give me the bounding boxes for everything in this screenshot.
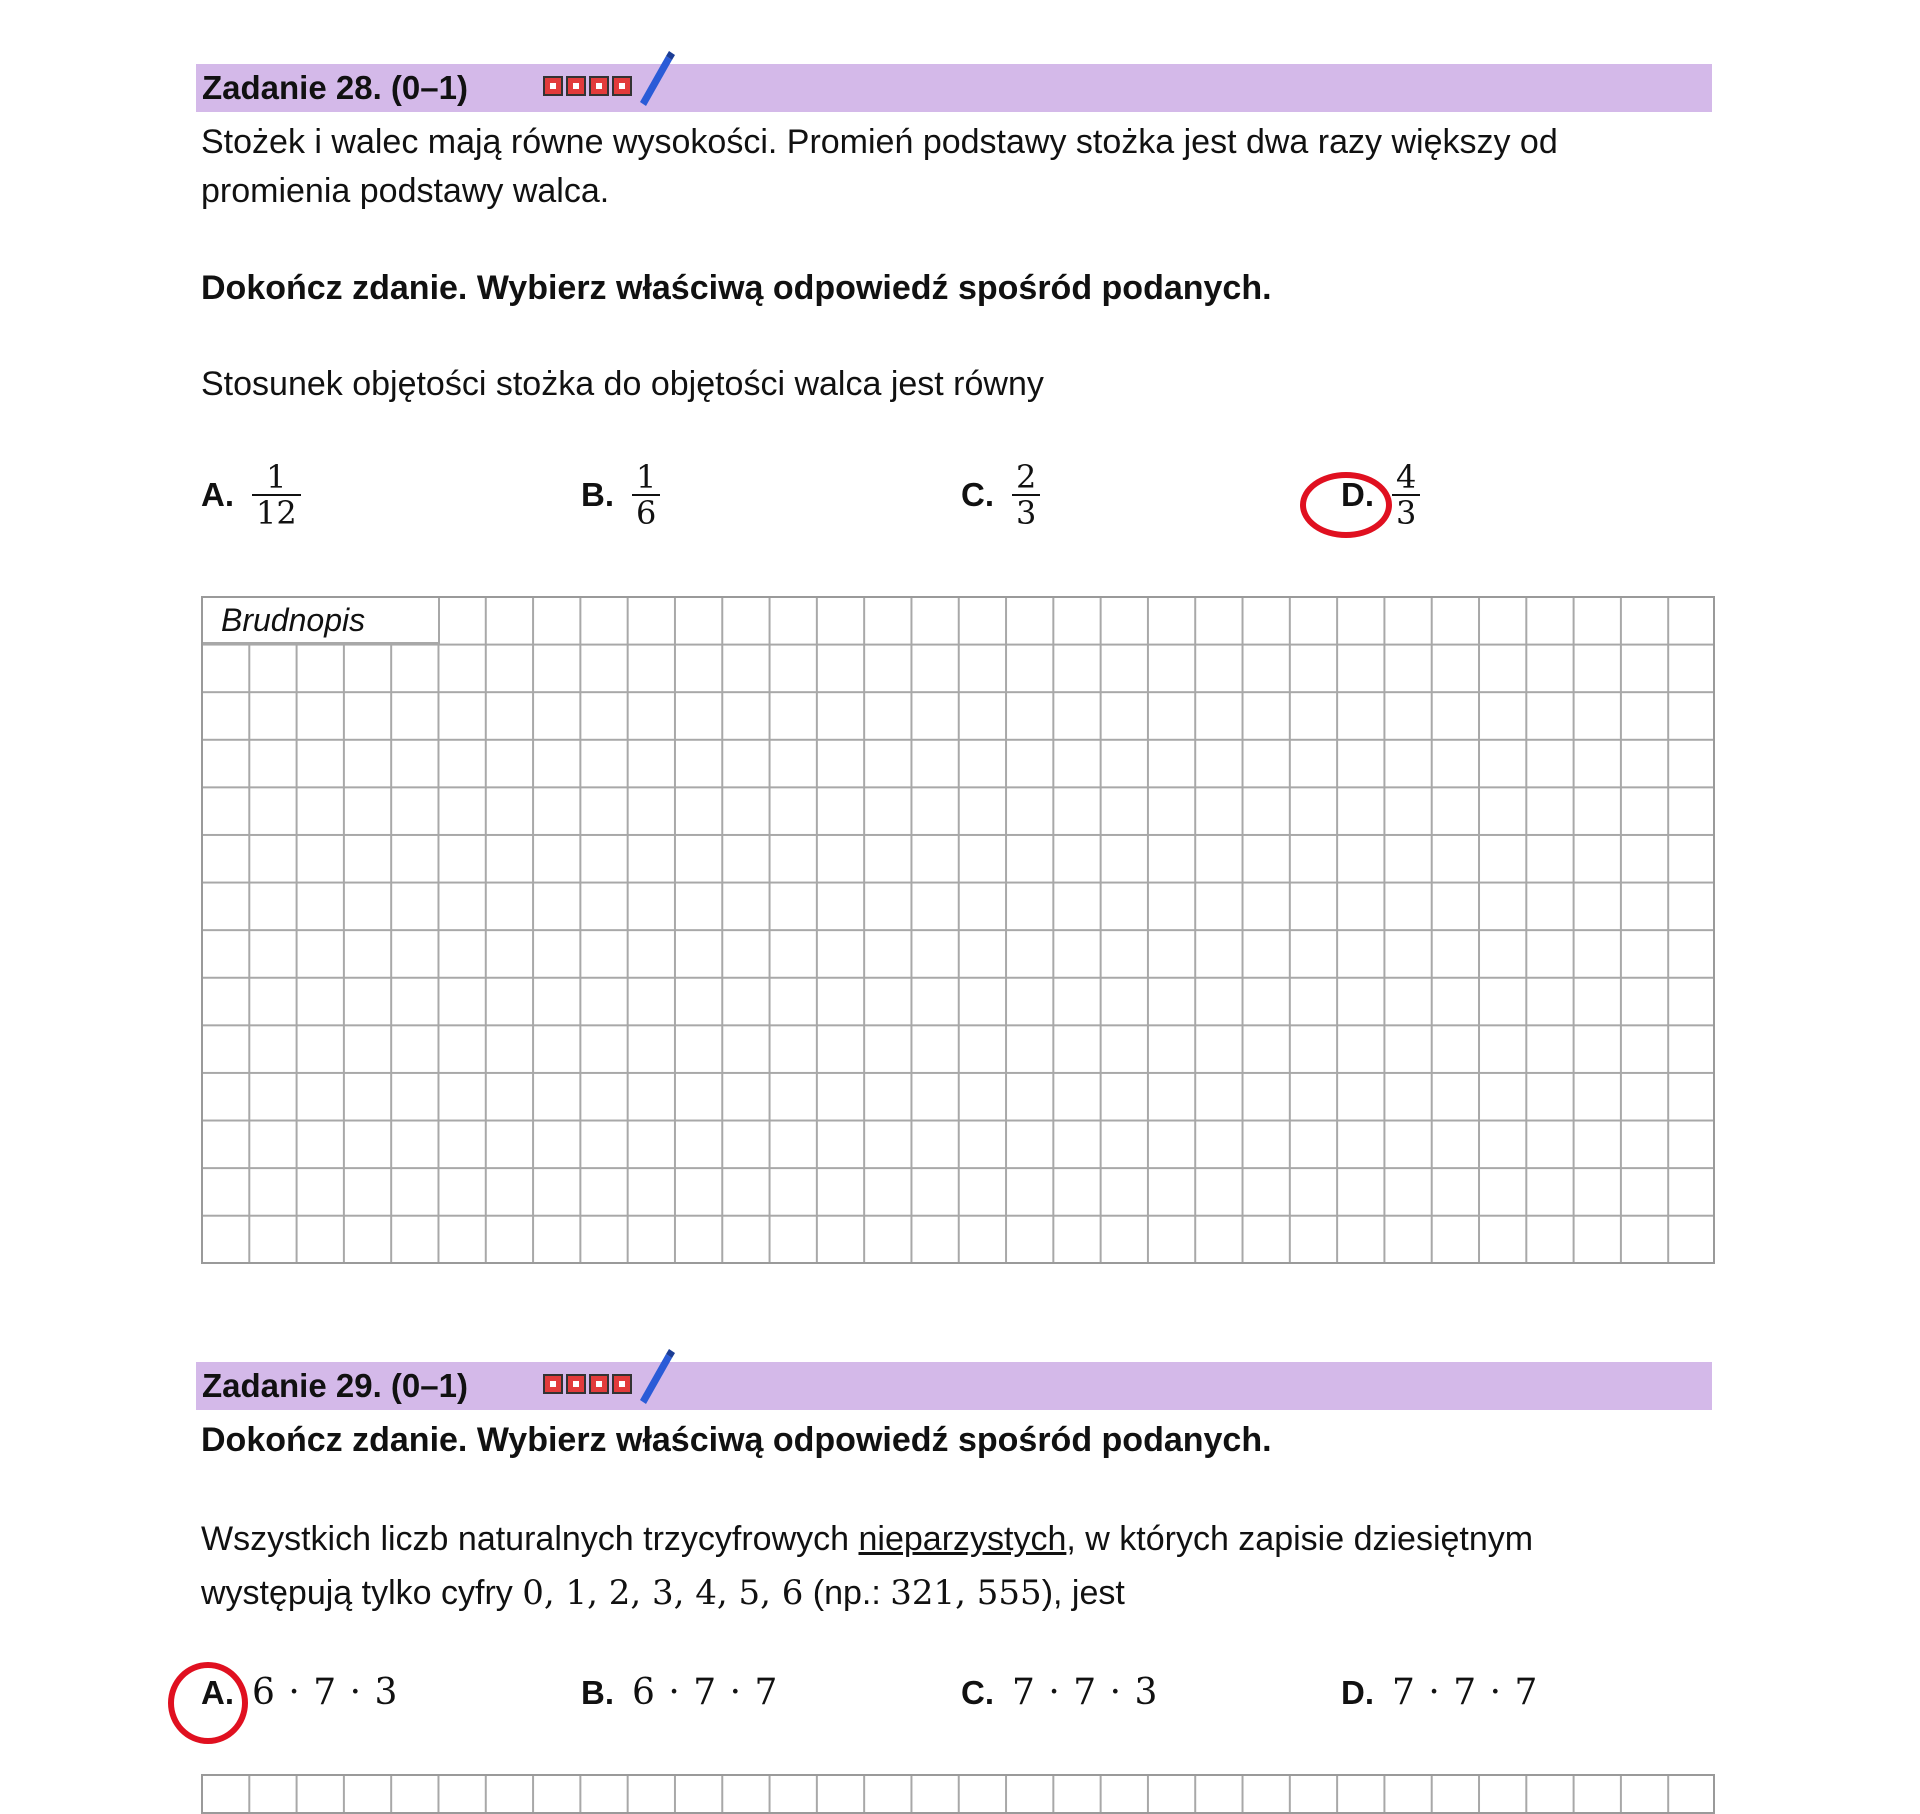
- option-letter: B.: [581, 476, 614, 513]
- option-letter: C.: [961, 1673, 994, 1711]
- task28-header: [196, 64, 1712, 112]
- option-letter: A.: [201, 476, 234, 513]
- option-expression: 6 · 7 · 3: [252, 1672, 399, 1713]
- option-letter: D.: [1341, 476, 1374, 513]
- selected-answer-circle: [1300, 472, 1392, 538]
- examples: 321, 555: [890, 1573, 1042, 1613]
- pen-icon: [636, 50, 676, 106]
- option-expression: 7 · 7 · 7: [1392, 1672, 1539, 1713]
- task29-question: Wszystkich liczb naturalnych trzycyfrowych nieparzystych, w których zapisie dziesiętnym występują tylko cyfry 0, 1, 2, 3, 4, 5, 6 (np.: 321, 555), jest: [201, 1520, 1534, 1613]
- option-letter: D.: [1341, 1673, 1374, 1711]
- option-expression: 7 · 7 · 3: [1012, 1672, 1159, 1713]
- option-fraction: $\frac{1}{6}$: [632, 460, 660, 530]
- scratchpad-grid-partial: [201, 1774, 1715, 1814]
- pen-icon: [636, 1348, 676, 1404]
- scratchpad-label: Brudnopis: [203, 598, 440, 644]
- task29-instruction: Dokończ zdanie. Wybierz właściwą odpowiedź spośród podanych.: [201, 1421, 1272, 1459]
- selected-answer-circle: [168, 1662, 248, 1744]
- task29-title: Zadanie 29. (0–1): [202, 1367, 468, 1404]
- difficulty-squares-icon: [543, 1374, 632, 1394]
- task28-stem: Stożek i walec mają równe wysokości. Promień podstawy stożka jest dwa razy większy od promienia podstawy walca.: [201, 123, 1558, 210]
- option-fraction: $\frac{4}{3}$: [1392, 460, 1420, 530]
- option-fraction: $\frac{2}{3}$: [1012, 460, 1040, 530]
- option-letter: B.: [581, 1673, 614, 1711]
- task29-option-c[interactable]: [961, 1672, 1158, 1713]
- task29-option-d[interactable]: [1341, 1672, 1538, 1713]
- task28-question: Stosunek objętości stożka do objętości walca jest równy: [201, 365, 1044, 403]
- task29-header: [196, 1362, 1712, 1410]
- task28-title: Zadanie 28. (0–1): [202, 69, 468, 106]
- underlined-word: nieparzystych: [858, 1520, 1067, 1558]
- task28-option-a[interactable]: [201, 460, 301, 530]
- digits: 0, 1, 2, 3, 4, 5, 6: [522, 1573, 804, 1613]
- option-fraction: $\frac{1}{12}$: [252, 460, 301, 530]
- task28-option-c[interactable]: [961, 460, 1040, 530]
- option-letter: A.: [201, 1673, 234, 1711]
- task28-option-b[interactable]: [581, 460, 660, 530]
- difficulty-squares-icon: [543, 76, 632, 96]
- option-letter: C.: [961, 476, 994, 513]
- scratchpad-grid: [201, 596, 1715, 1264]
- task29-option-b[interactable]: [581, 1672, 778, 1713]
- task28-instruction: Dokończ zdanie. Wybierz właściwą odpowiedź spośród podanych.: [201, 269, 1272, 307]
- option-expression: 6 · 7 · 7: [632, 1672, 779, 1713]
